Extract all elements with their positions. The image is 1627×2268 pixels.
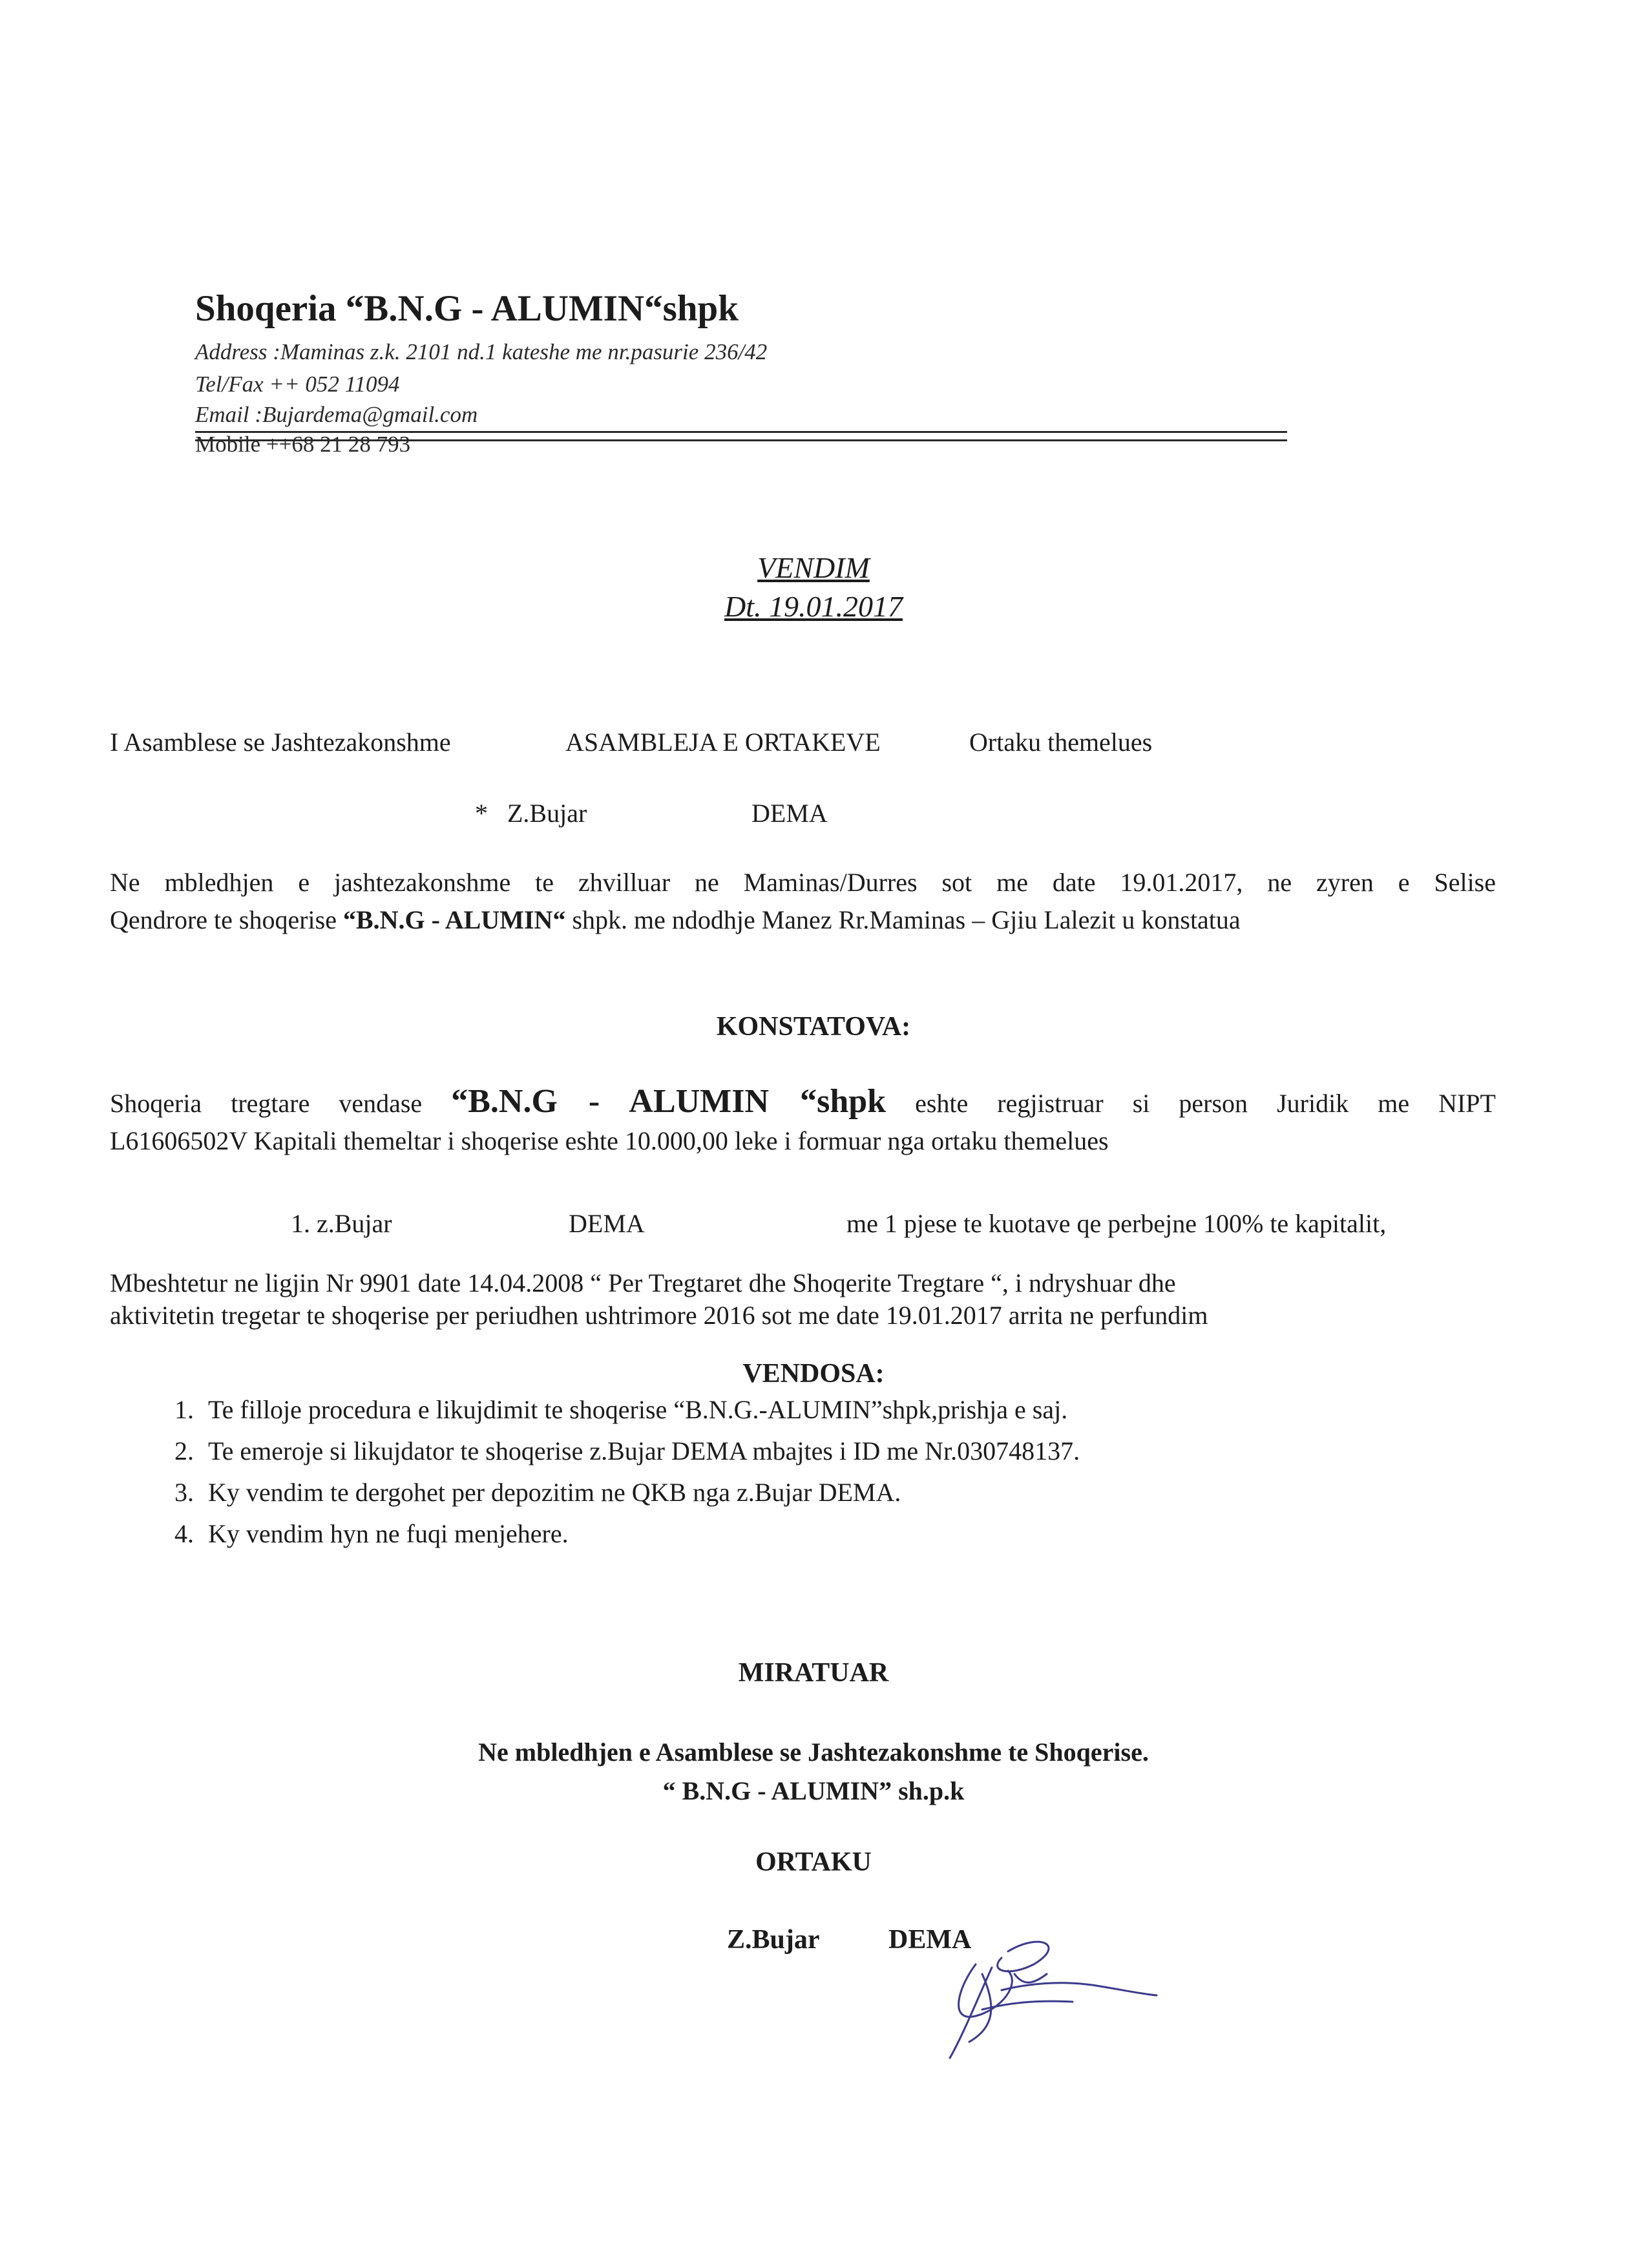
member-last-name: DEMA [751,799,828,828]
assembly-right: Ortaku themelues [969,728,1153,757]
approval-line-1: Ne mbledhjen e Asamblese se Jashtezakonshme te Shoqerise. [478,1738,1149,1767]
decision-number: 4. [174,1519,194,1548]
decision-number: 1. [174,1395,194,1424]
decision-number: 3. [174,1478,194,1507]
decision-item [149,1431,1080,1472]
basis-line-2: aktivitetin tregetar te shoqerise per periudhen ushtrimore 2016 sot me date 19.01.2017 arrita ne perfundim [110,1301,1208,1330]
signatory-first-name: Z.Bujar [727,1925,820,1955]
konstatova-line-1 [110,1082,1496,1120]
owner-last-name: DEMA [569,1209,645,1238]
company-address: Address :Maminas z.k. 2101 nd.1 kateshe me nr.pasurie 236/42 [195,339,768,364]
intro-line-2-part-a: Qendrore te shoqerise [110,905,343,934]
decision-item [149,1513,1080,1555]
decision-text: Te filloje procedura e likujdimit te shoqerise “B.N.G.-ALUMIN”shpk,prishja e saj. [208,1395,1068,1424]
konstatova-line-1-part-a: Shoqeria tregtare vendase [110,1089,452,1118]
decision-item [149,1389,1080,1431]
intro-line-1: Ne mbledhjen e jashtezakonshme te zhvilluar ne Maminas/Durres sot me date 19.01.2017, ne zyren e Selise [110,868,1496,897]
decision-item [149,1472,1080,1513]
basis-line-1: Mbeshtetur ne ligjin Nr 9901 date 14.04.2008 “ Per Tregtaret dhe Shoqerite Tregtare “, i ndryshuar dhe [110,1268,1176,1297]
decision-text: Te emeroje si likujdator te shoqerise z.Bujar DEMA mbajtes i ID me Nr.030748137. [208,1436,1080,1465]
company-email: Email :Bujardema@gmail.com [195,402,478,427]
approval-line-2: “ B.N.G - ALUMIN” sh.p.k [662,1776,965,1805]
konstatova-company-name: “B.N.G - ALUMIN “shpk [451,1083,887,1120]
assembly-middle: ASAMBLEJA E ORTAKEVE [565,728,881,757]
member-star: * [475,799,488,828]
intro-line-2 [110,905,1241,935]
member-first-name: Z.Bujar [507,799,587,828]
intro-company-name: “B.N.G - ALUMIN“ [342,905,566,934]
decision-text: Ky vendim te dergohet per depozitim ne QKB nga z.Bujar DEMA. [208,1478,901,1507]
company-mobile: Mobile ++68 21 28 793 [195,432,411,457]
konstatova-line-2: L61606502V Kapitali themeltar i shoqerise eshte 10.000,00 leke i formuar nga ortaku themelues [110,1126,1109,1155]
decision-number: 2. [174,1436,194,1465]
signatory-role: ORTAKU [755,1847,872,1877]
vendosa-heading: VENDOSA: [742,1359,885,1389]
konstatova-line-1-part-c: eshte regjistruar si person Juridik me NIPT [886,1089,1496,1118]
decisions-list [149,1389,1080,1555]
approval-heading: MIRATUAR [738,1658,889,1688]
owner-share: me 1 pjese te kuotave qe perbejne 100% te kapitalit, [846,1209,1387,1238]
intro-line-2-part-c: shpk. me ndodhje Manez Rr.Maminas – Gjiu Lalezit u konstatua [565,905,1241,934]
assembly-left: I Asamblese se Jashtezakonshme [110,728,451,757]
company-telfax: Tel/Fax ++ 052 11094 [195,372,400,397]
konstatova-heading: KONSTATOVA: [716,1012,911,1042]
document-title: VENDIM [757,551,870,584]
document-date: Dt. 19.01.2017 [724,590,903,623]
signatory-last-name: DEMA [888,1925,972,1955]
signature-icon [879,1913,1163,2061]
company-name: Shoqeria “B.N.G - ALUMIN“shpk [195,288,739,329]
owner-number-name: 1. z.Bujar [291,1209,392,1238]
decision-text: Ky vendim hyn ne fuqi menjehere. [208,1519,569,1548]
